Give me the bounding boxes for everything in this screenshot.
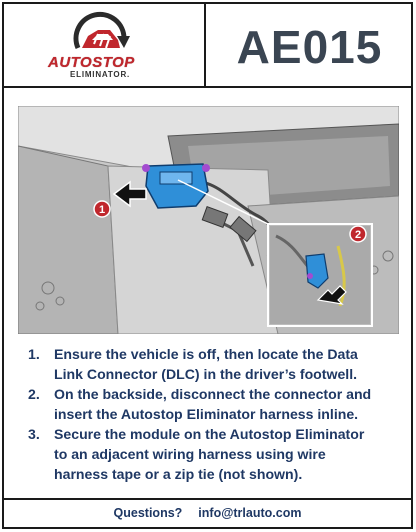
questions-label: Questions? — [113, 506, 183, 520]
part-code: AE015 — [236, 21, 383, 73]
contact-line — [4, 506, 411, 520]
email-link[interactable]: info@trlauto.com — [198, 506, 302, 520]
step-line: to an adjacent wiring harness using wire — [54, 446, 326, 462]
logo-title: AUTOSTOP — [48, 54, 135, 71]
instruction-steps — [10, 344, 410, 490]
header — [4, 4, 411, 88]
step-text — [54, 424, 410, 484]
step-line: Link Connector (DLC) in the driver’s footwell. — [54, 366, 358, 382]
step-number: 1. — [28, 346, 40, 362]
step-line: harness tape or a zip tie (not shown). — [54, 466, 303, 482]
step-line: Secure the module on the Autostop Eliminator — [54, 426, 365, 442]
step-line: Ensure the vehicle is off, then locate the Data — [54, 346, 358, 362]
brand-logo — [4, 4, 206, 86]
callout-1: 1 — [98, 204, 106, 216]
step-text — [54, 384, 410, 424]
step-number: 3. — [28, 426, 40, 442]
callout-2: 2 — [354, 229, 362, 241]
footer — [4, 498, 411, 527]
footwell-diagram — [18, 106, 399, 334]
logo-subtitle: ELIMINATOR. — [70, 70, 131, 79]
installation-photo — [18, 106, 399, 334]
car-stop-arrow-icon — [70, 8, 132, 54]
step-line: insert the Autostop Eliminator harness inline. — [54, 406, 359, 422]
instruction-card — [2, 2, 413, 529]
step-text — [54, 344, 410, 384]
step-line: On the backside, disconnect the connector and — [54, 386, 372, 402]
step-number: 2. — [28, 386, 40, 402]
